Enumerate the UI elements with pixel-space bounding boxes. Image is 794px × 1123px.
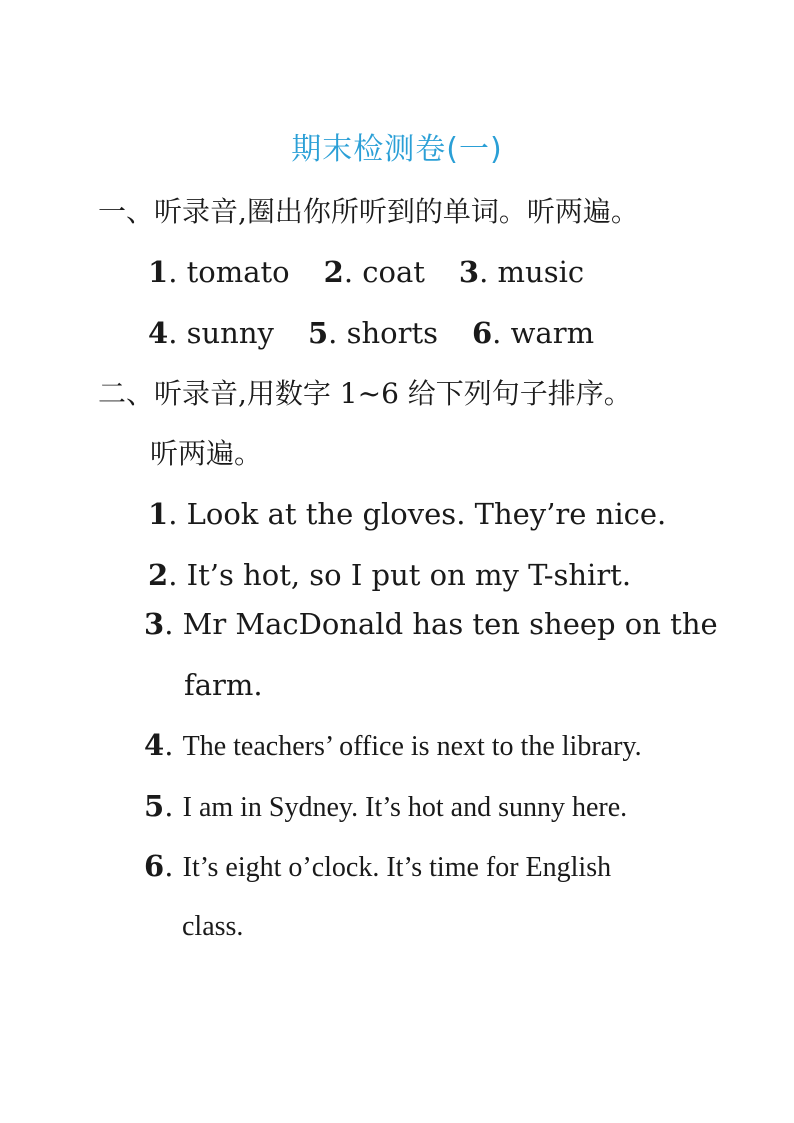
sentence-number: 5 xyxy=(144,789,165,823)
sentence-item: 1. Look at the gloves. They’re nice. xyxy=(148,497,667,531)
sentence-number: 1 xyxy=(148,497,169,531)
sentence-text: Look at the gloves. They’re nice. xyxy=(186,497,667,531)
word-number: 5 xyxy=(307,316,329,350)
word-number: 4 xyxy=(148,316,169,350)
section2-heading: 二、听录音,用数字 1~6 给下列句子排序。 xyxy=(98,377,632,410)
word-number: 2 xyxy=(323,255,344,289)
sentence-number: 2 xyxy=(148,558,169,592)
word-item: warm xyxy=(510,316,595,350)
sentence-number: 6 xyxy=(144,849,165,883)
page-title: 期末检测卷(一) xyxy=(291,132,503,167)
sentence-item: 3. Mr MacDonald has ten sheep on the xyxy=(144,607,718,641)
word-row-2: 4. sunny 5. shorts 6. warm xyxy=(148,316,595,350)
sentence-item: 4. The teachers’ office is next to the library. xyxy=(144,728,642,762)
sentence-text: The teachers’ office is next to the library. xyxy=(182,731,642,762)
word-number: 6 xyxy=(471,316,493,350)
sentence-text-continued: class. xyxy=(182,911,244,942)
sentence-item: 2. It’s hot, so I put on my T-shirt. xyxy=(148,558,632,592)
section1-heading: 一、听录音,圈出你所听到的单词。听两遍。 xyxy=(98,195,639,228)
word-item: coat xyxy=(362,255,425,289)
section2-heading-continued: 听两遍。 xyxy=(150,437,263,470)
word-item: music xyxy=(497,255,585,289)
sentence-number: 3 xyxy=(144,607,165,641)
sentence-text: I am in Sydney. It’s hot and sunny here. xyxy=(182,792,628,823)
word-item: sunny xyxy=(186,316,274,350)
word-item: tomato xyxy=(186,255,290,289)
sentence-item: 6. It’s eight o’clock. It’s time for English xyxy=(144,849,612,883)
word-number: 1 xyxy=(148,255,169,289)
word-row-1: 1. tomato 2. coat 3. music xyxy=(148,255,585,289)
sentence-text: It’s hot, so I put on my T-shirt. xyxy=(186,558,632,592)
sentence-item: 5. I am in Sydney. It’s hot and sunny here. xyxy=(144,789,628,823)
word-item: shorts xyxy=(346,316,438,350)
word-number: 3 xyxy=(458,255,480,289)
sentence-number: 4 xyxy=(144,728,165,762)
sentence-text: It’s eight o’clock. It’s time for English xyxy=(182,852,612,883)
sentence-text: Mr MacDonald has ten sheep on the xyxy=(182,607,718,641)
sentence-text-continued: farm. xyxy=(184,668,263,702)
